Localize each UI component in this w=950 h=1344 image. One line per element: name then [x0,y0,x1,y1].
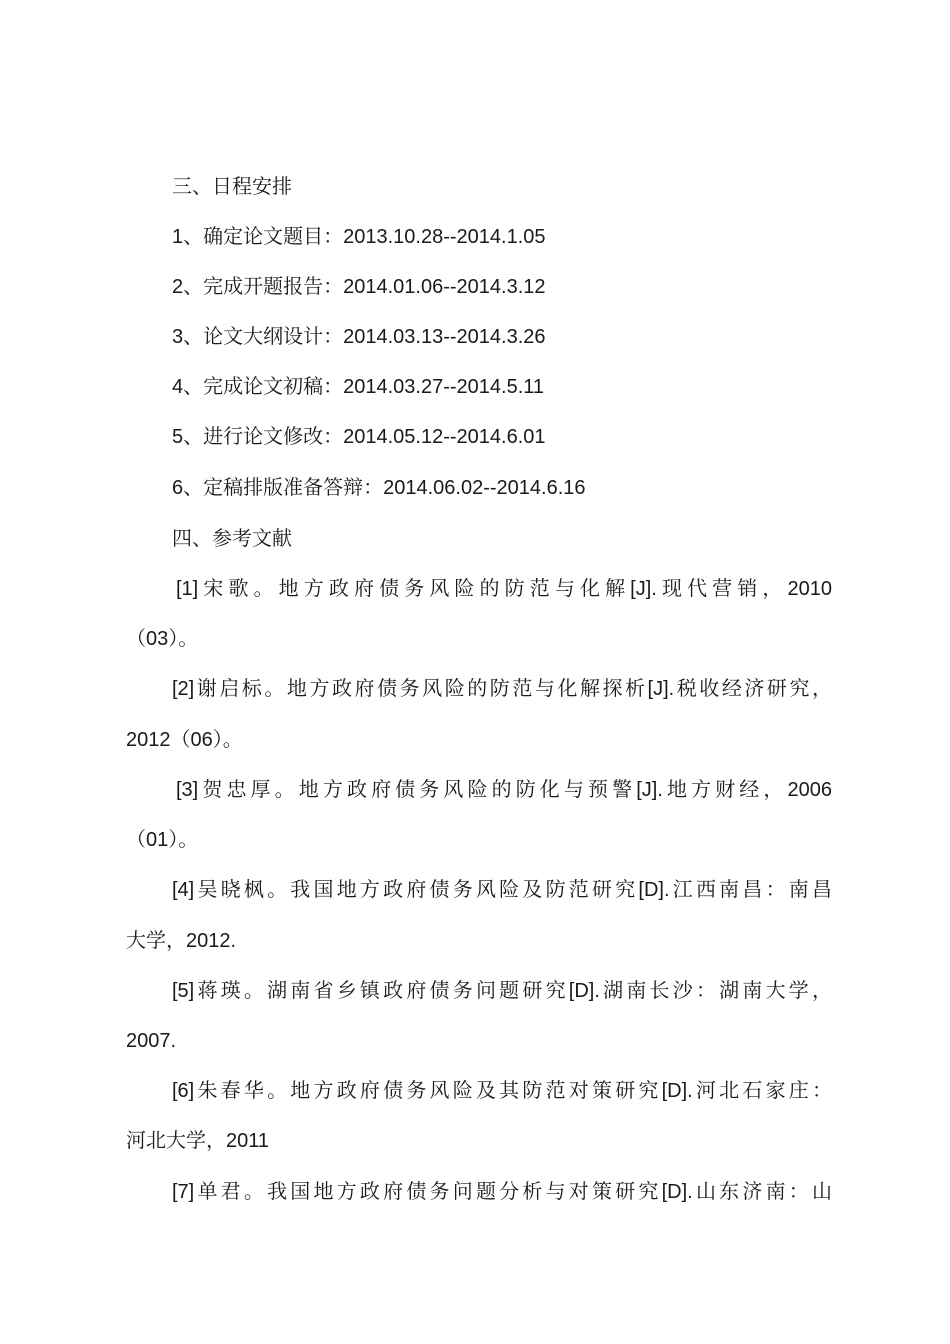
schedule-item: 1、确定论文题目：2013.10.28--2014.1.05 [172,226,546,248]
reference-entry-line: 2012（06）。 [126,729,243,751]
schedule-item: 5、进行论文修改：2014.05.12--2014.6.01 [172,426,546,448]
schedule-heading: 三、日程安排 [172,176,292,198]
reference-entry-line: （03）。 [126,628,199,650]
reference-entry-line: 2007. [126,1030,177,1052]
schedule-item: 3、论文大纲设计：2014.03.13--2014.3.26 [172,326,546,348]
reference-entry-line: [1]宋歌。地方政府债务风险的防范与化解[J].现代营销，2010 [176,578,832,600]
reference-entry-line: 大学，2012. [126,930,237,952]
reference-entry-line: [5]蒋瑛。湖南省乡镇政府债务问题研究[D].湖南长沙：湖南大学， [172,980,832,1002]
schedule-item: 4、完成论文初稿：2014.03.27--2014.5.11 [172,376,545,398]
schedule-item: 6、定稿排版准备答辩：2014.06.02--2014.6.16 [172,477,586,499]
reference-entry-line: [4]吴晓枫。我国地方政府债务风险及防范研究[D].江西南昌：南昌 [172,879,832,901]
reference-entry-line: [7]单君。我国地方政府债务问题分析与对策研究[D].山东济南：山 [172,1181,832,1203]
reference-entry-line: [3]贺忠厚。地方政府债务风险的防化与预警[J].地方财经，2006 [176,779,832,801]
reference-entry-line: [2]谢启标。地方政府债务风险的防范与化解探析[J].税收经济研究， [172,678,832,700]
reference-entry-line: [6]朱春华。地方政府债务风险及其防范对策研究[D].河北石家庄： [172,1080,832,1102]
references-heading: 四、参考文献 [172,528,292,550]
schedule-item: 2、完成开题报告：2014.01.06--2014.3.12 [172,276,546,298]
reference-entry-line: 河北大学，2011 [126,1130,270,1152]
reference-entry-line: （01）。 [126,829,199,851]
